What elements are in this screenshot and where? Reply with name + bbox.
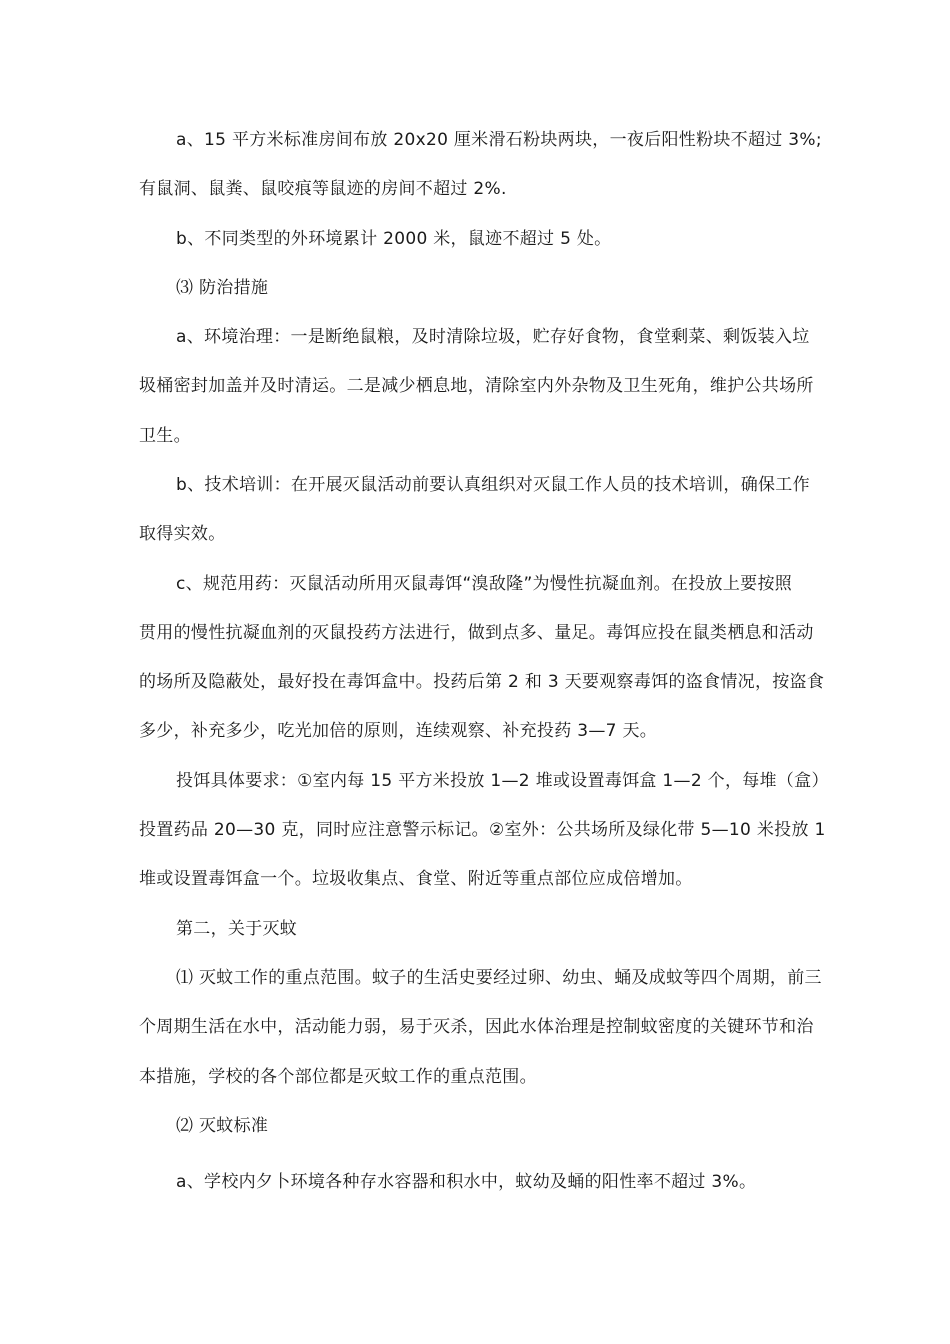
paragraph-line: 圾桶密封加盖并及时清运。二是减少栖息地，清除室内外杂物及卫生死角，维护公共场所 (139, 376, 814, 396)
paragraph-line: a、环境治理：一是断绝鼠粮，及时清除垃圾，贮存好食物，食堂剩菜、剩饭装入垃 (176, 327, 810, 347)
paragraph-line: 取得实效。 (139, 524, 226, 544)
section-heading: ⑶ 防治措施 (176, 278, 269, 298)
paragraph-line: 卫生。 (139, 426, 191, 446)
paragraph-line: c、规范用药：灭鼠活动所用灭鼠毒饵“溴敌隆”为慢性抗凝血剂。在投放上要按照 (176, 574, 793, 594)
section-heading: ⑵ 灭蚊标准 (176, 1116, 269, 1136)
paragraph-line: 多少，补充多少，吃光加倍的原则，连续观察、补充投药 3—7 天。 (139, 721, 658, 741)
paragraph-line: 有鼠洞、鼠粪、鼠咬痕等鼠迹的房间不超过 2%. (139, 179, 507, 199)
section-heading: 第二，关于灭蚊 (176, 919, 298, 939)
paragraph-line: 堆或设置毒饵盒一个。垃圾收集点、食堂、附近等重点部位应成倍增加。 (139, 869, 693, 889)
paragraph-line: 本措施，学校的各个部位都是灭蚊工作的重点范围。 (139, 1067, 537, 1087)
paragraph-line: 贯用的慢性抗凝血剂的灭鼠投药方法进行，做到点多、量足。毒饵应投在鼠类栖息和活动 (139, 623, 814, 643)
paragraph-line: 投置药品 20—30 克，同时应注意警示标记。②室外：公共场所及绿化带 5—10 米投放 1 (139, 820, 826, 840)
paragraph-line: 投饵具体要求：①室内每 15 平方米投放 1—2 堆或设置毒饵盒 1—2 个，每堆（盒） (176, 771, 829, 791)
paragraph-line: a、15 平方米标准房间布放 20x20 厘米滑石粉块两块，一夜后阳性粉块不超过 3%; (176, 130, 822, 150)
paragraph-line: ⑴ 灭蚊工作的重点范围。蚊子的生活史要经过卵、幼虫、蛹及成蚊等四个周期，前三 (176, 968, 822, 988)
paragraph-line: b、技术培训：在开展灭鼠活动前要认真组织对灭鼠工作人员的技术培训，确保工作 (176, 475, 810, 495)
paragraph-line: b、不同类型的外环境累计 2000 米，鼠迹不超过 5 处。 (176, 229, 612, 249)
paragraph-line: 个周期生活在水中，活动能力弱，易于灭杀，因此水体治理是控制蚊密度的关键环节和治 (139, 1017, 814, 1037)
paragraph-line: 的场所及隐蔽处，最好投在毒饵盒中。投药后第 2 和 3 天要观察毒饵的盗食情况，按盗食 (139, 672, 825, 692)
paragraph-line: a、学校内夕卜环境各种存水容器和积水中，蚊幼及蛹的阳性率不超过 3%。 (176, 1172, 757, 1192)
